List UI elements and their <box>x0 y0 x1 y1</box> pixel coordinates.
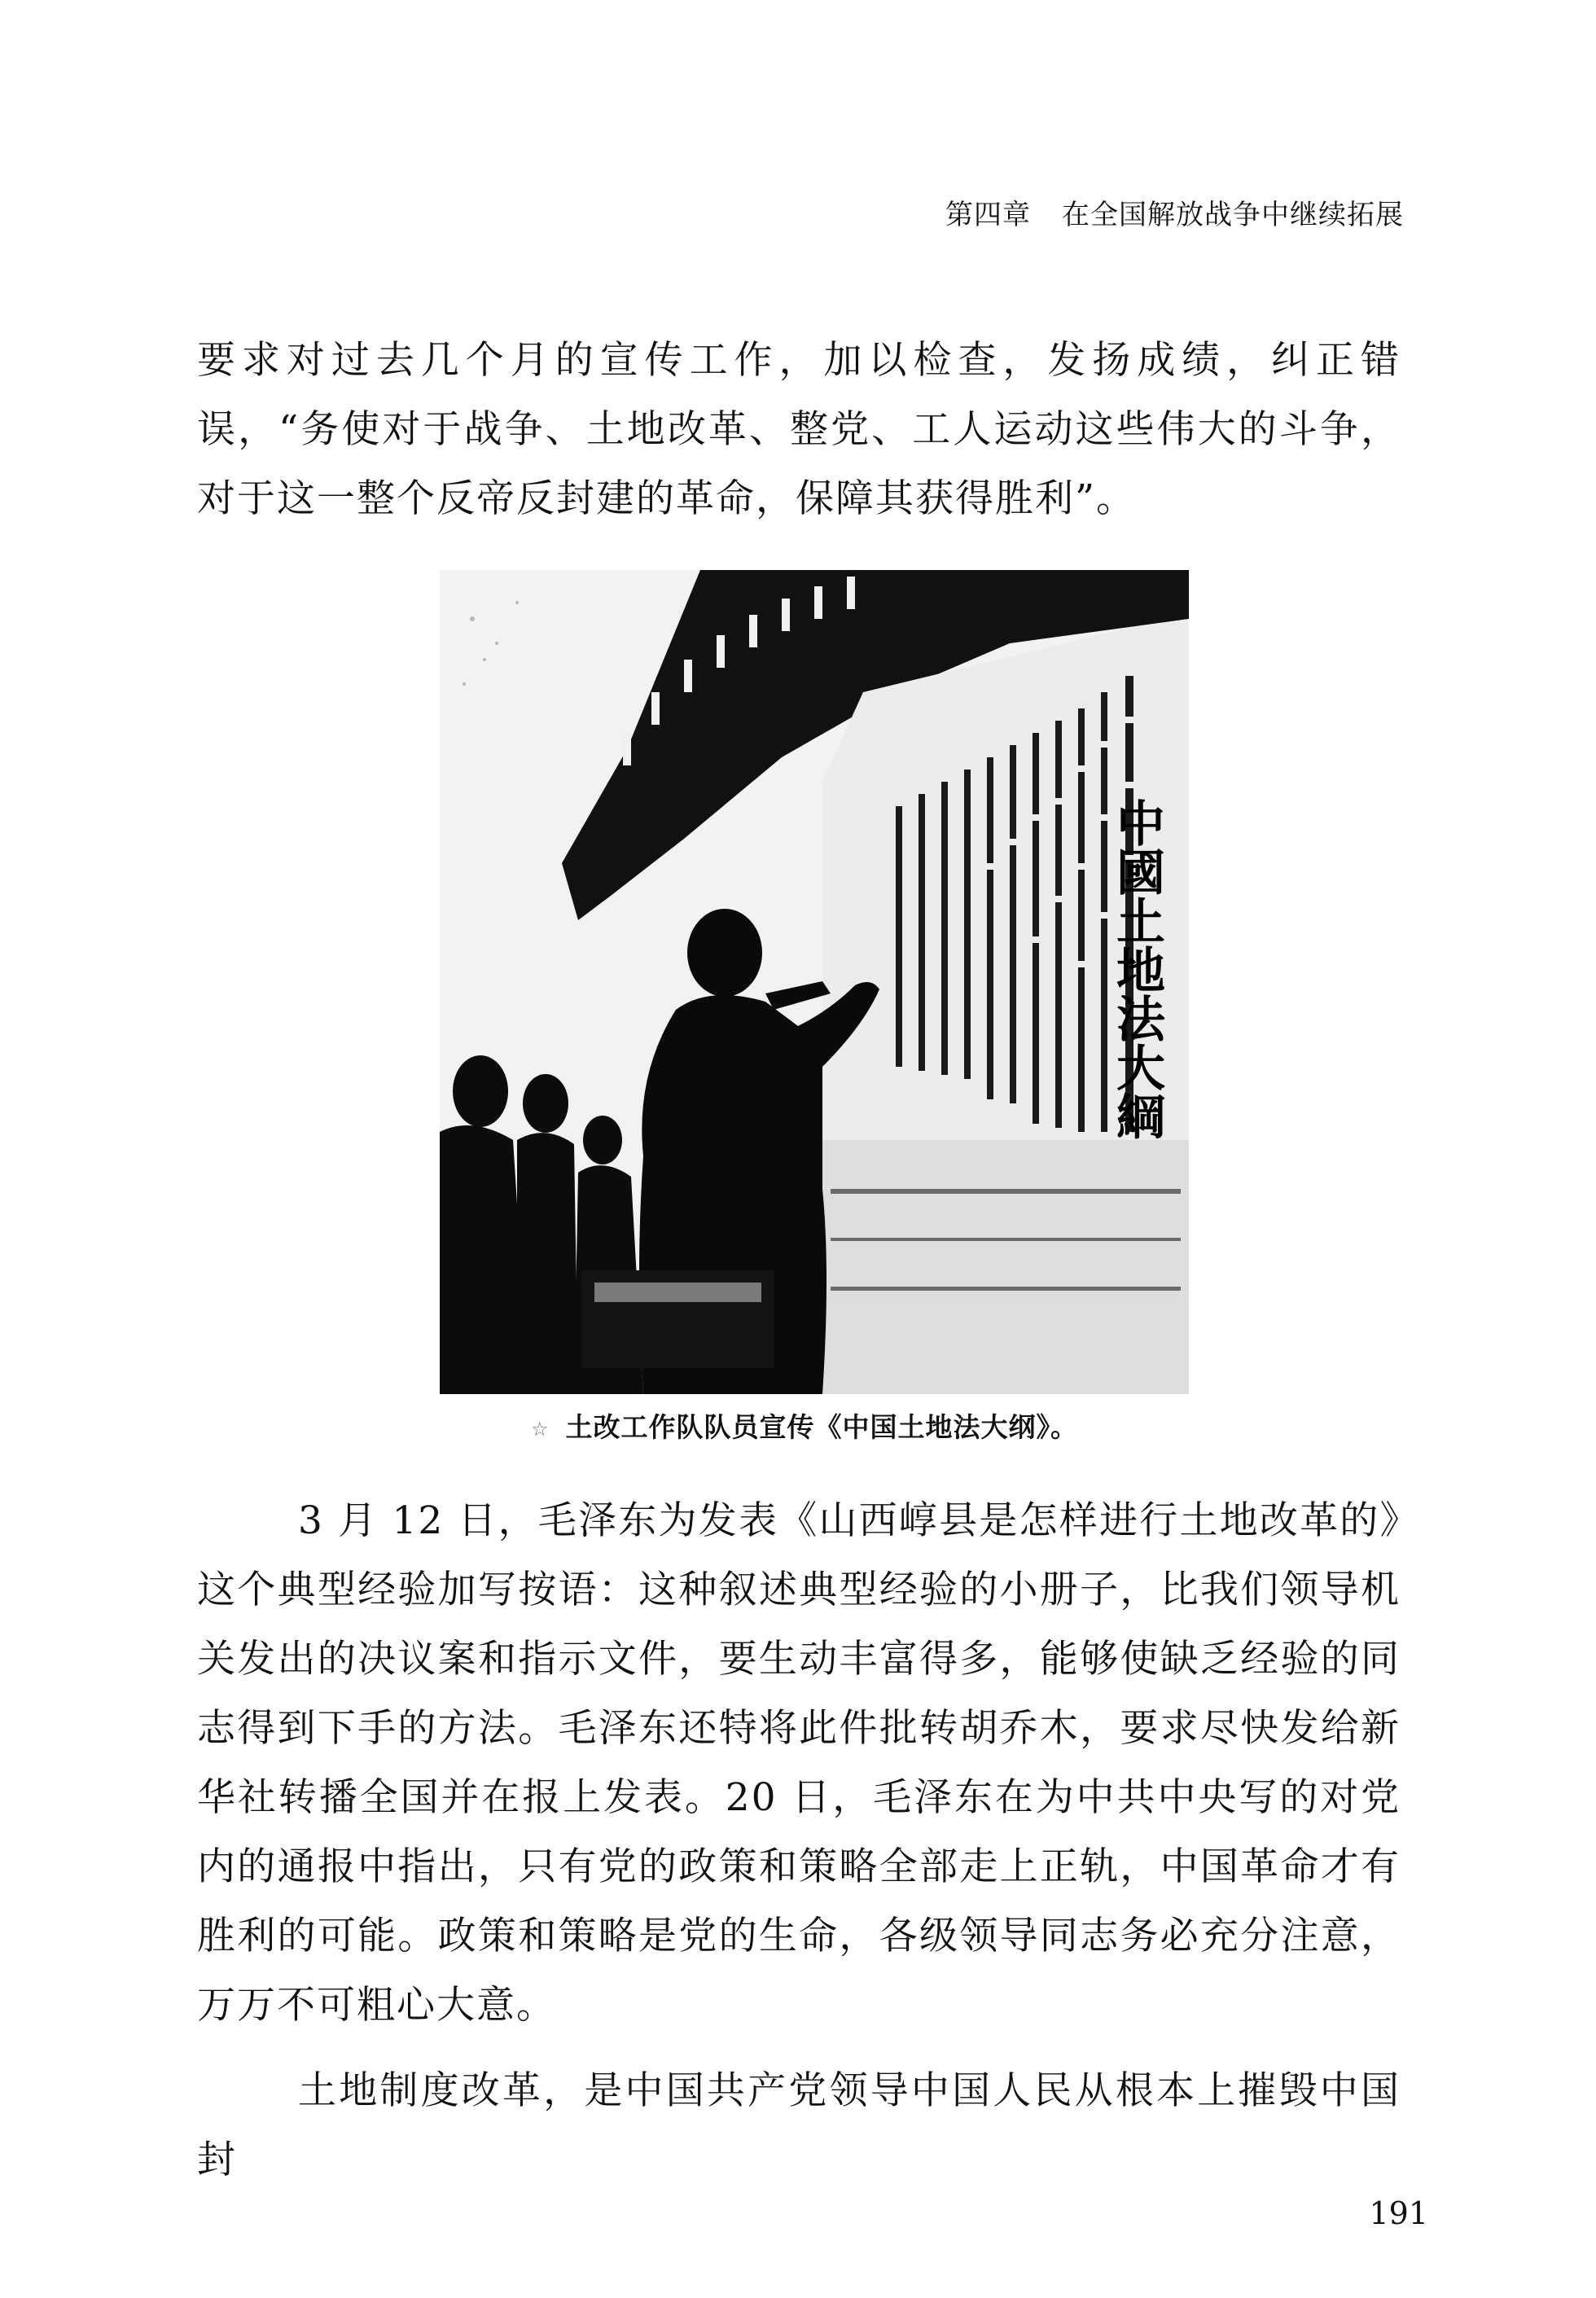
chapter-title: 在全国解放战争中继续拓展 <box>1062 199 1404 231</box>
photo-illustration <box>440 570 1189 1394</box>
caption-star-icon: ☆ <box>531 1417 550 1441</box>
chapter-number: 第四章 <box>945 199 1031 231</box>
page-number: 191 <box>1369 2195 1428 2231</box>
caption-text: 土改工作队队员宣传《中国土地法大纲》。 <box>565 1411 1079 1443</box>
body-paragraph-2: 3 月 12 日，毛泽东为发表《山西崞县是怎样进行土地改革的》这个典型经验加写按语：这种叙述典型经验的小册子，比我们领导机关发出的决议案和指示文件，要生动丰富得多，能够使缺乏经验的同志得到下手的方法。毛泽东还特将此件批转胡乔木，要求尽快发给新华社转播全国并在报上发表。20 日，毛泽东在为中共中央写的对党内的通报中指出，只有党的政策和策略全部走上正轨，中国革命才有胜利的可能。政策和策略是党的生命，各级领导同志务必充分注意，万万不可粗心大意。 <box>197 1498 1401 2028</box>
sign-title: 中國土地法大綱 <box>1108 798 1165 1140</box>
photo-caption <box>531 1406 1078 1445</box>
body-paragraph-3: 土地制度改革，是中国共产党领导中国人民从根本上摧毁中国封 <box>197 2068 1401 2182</box>
body-paragraph-1: 要求对过去几个月的宣传工作，加以检查，发扬成绩，纠正错误，“务使对于战争、土地改革、整党、工人运动这些伟大的斗争，对于这一整个反帝反封建的革命，保障其获得胜利”。 <box>197 338 1401 521</box>
running-header <box>945 192 1404 232</box>
land-reform-photo <box>440 570 1189 1394</box>
